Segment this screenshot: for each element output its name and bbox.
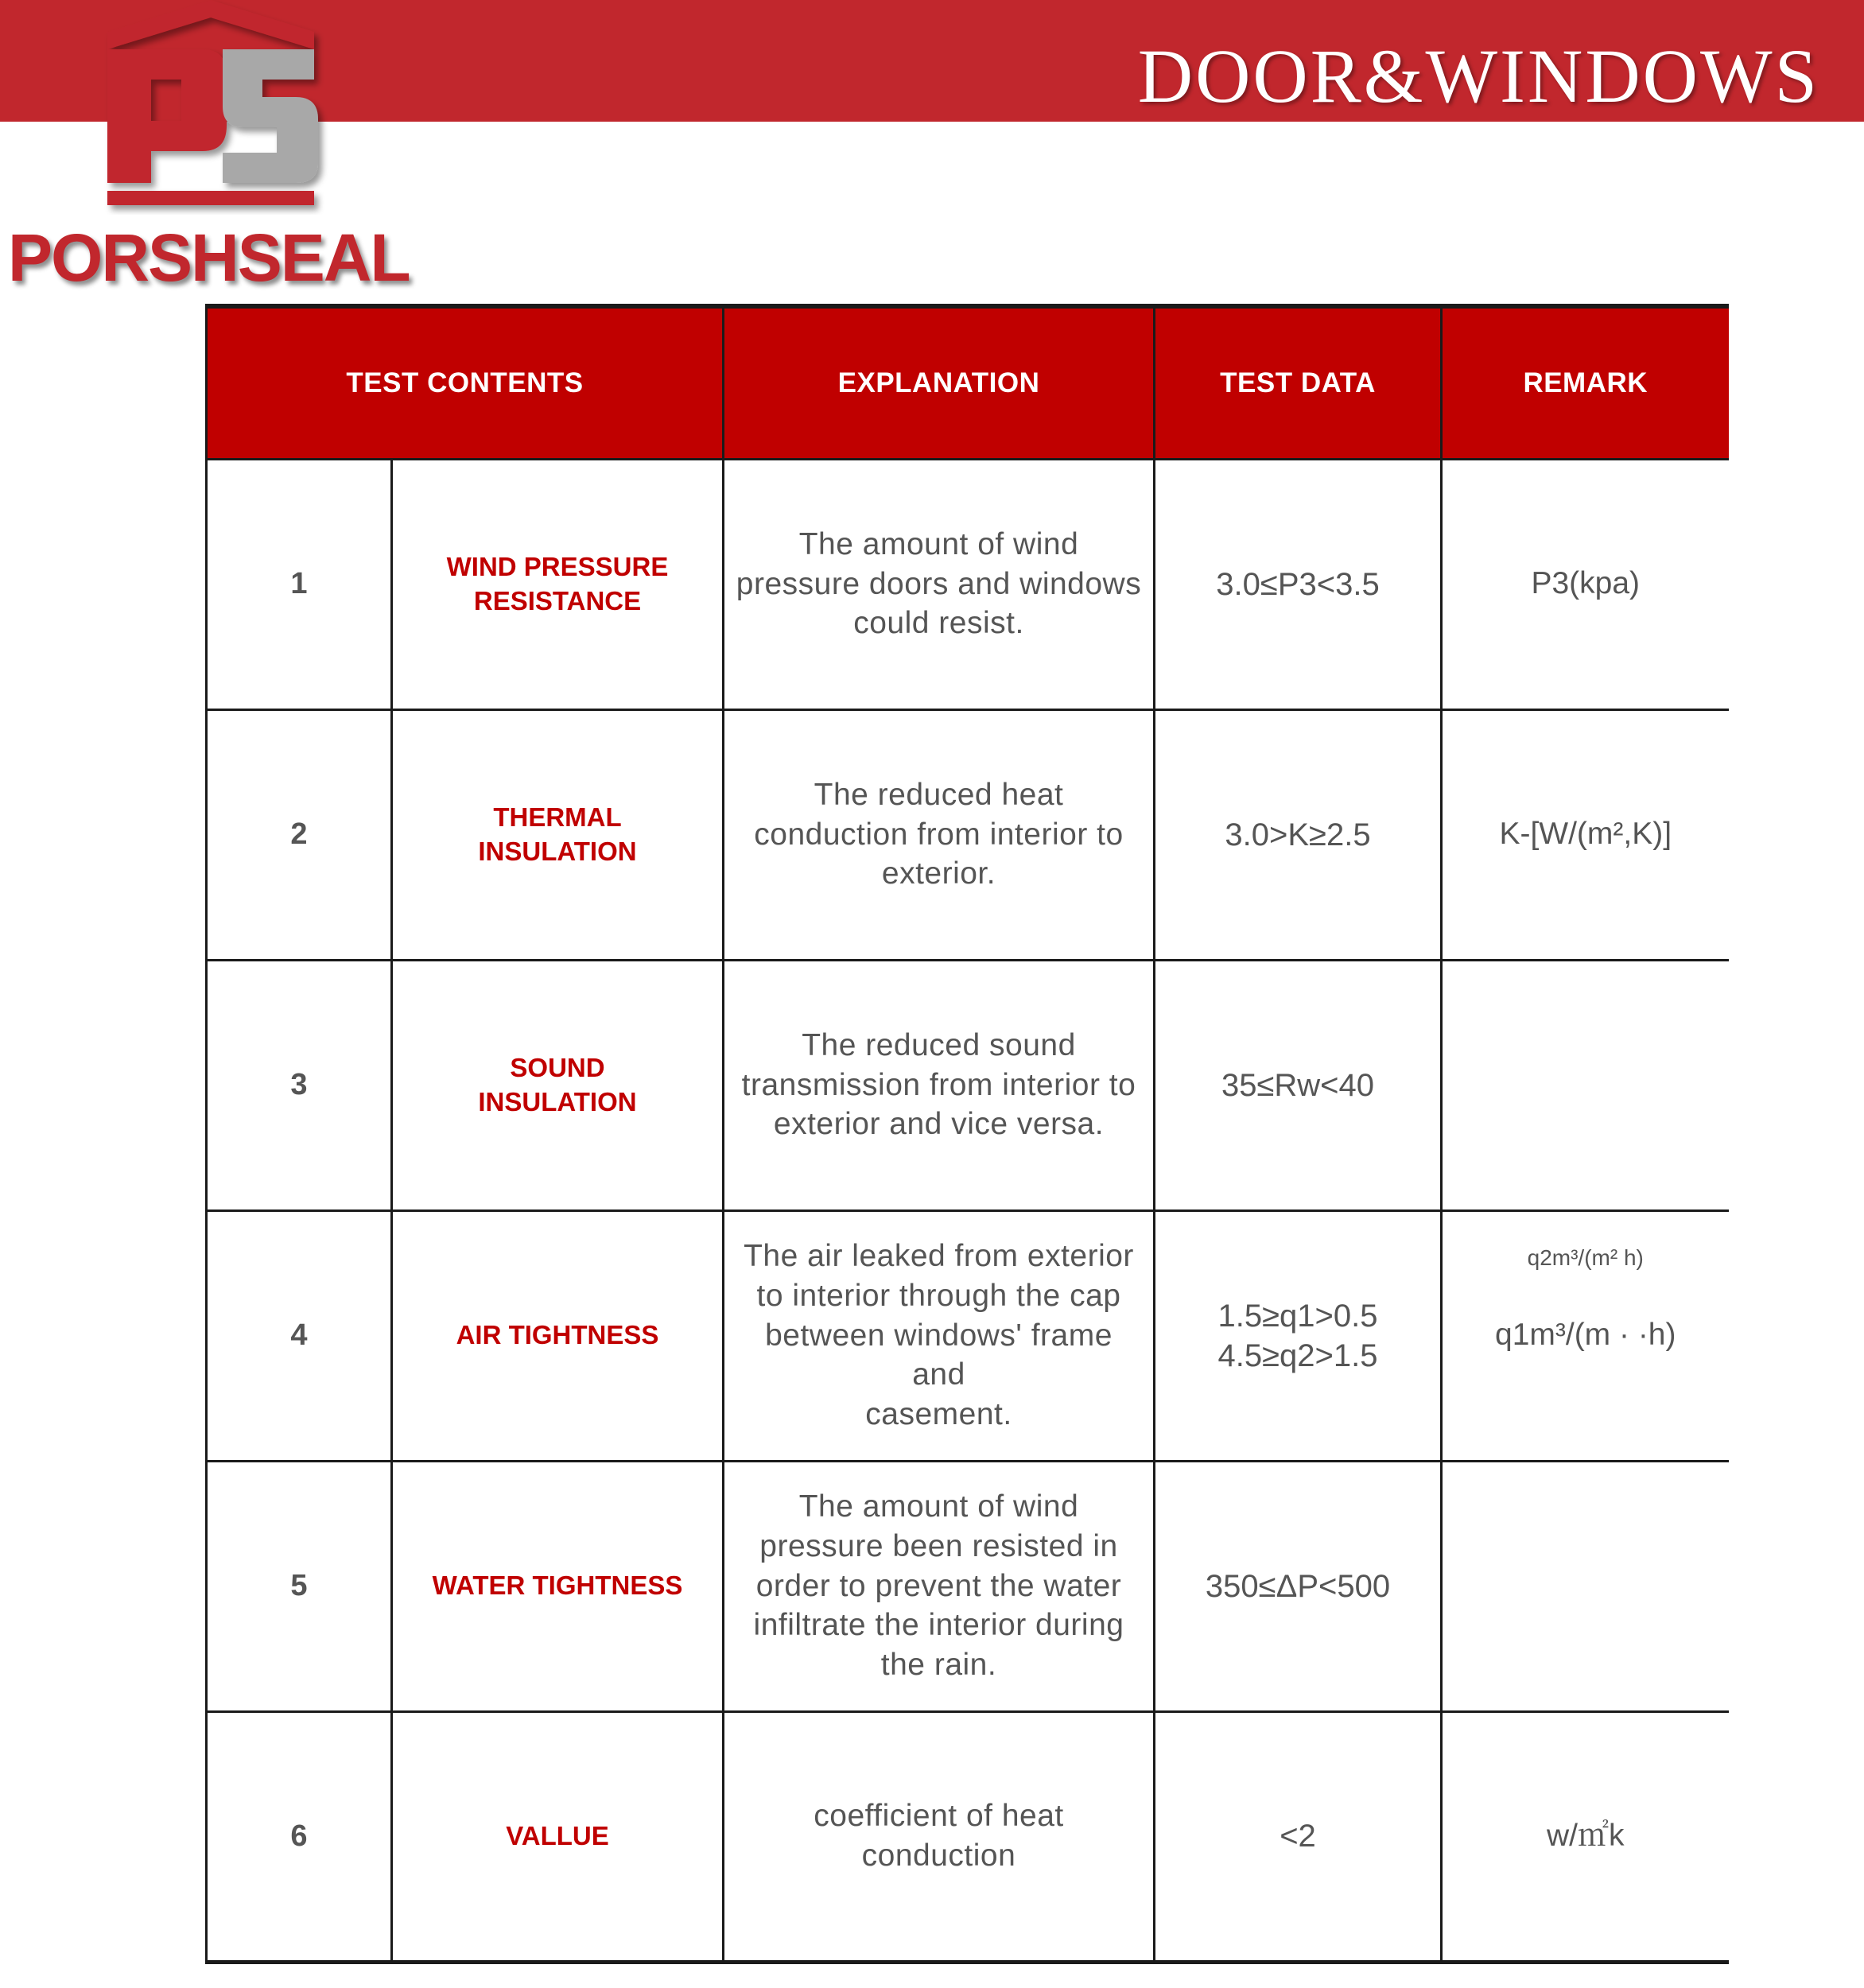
remark-cell: w/㎡k: [1442, 1711, 1729, 1962]
test-name: VALLUE: [392, 1711, 724, 1962]
row-number: 1: [207, 459, 392, 709]
test-data-cell: 3.0≤P3<3.5: [1155, 459, 1442, 709]
explanation-cell: The reduced sound transmission from interior to exterior and vice versa.: [724, 960, 1155, 1210]
row-number: 5: [207, 1461, 392, 1711]
header-remark: REMARK: [1442, 306, 1729, 459]
test-data-cell: <2: [1155, 1711, 1442, 1962]
header-test-contents: TEST CONTENTS: [207, 306, 724, 459]
explanation-cell: The air leaked from exterior to interior through the cap between windows' frame and casement.: [724, 1210, 1155, 1461]
header-explanation: EXPLANATION: [724, 306, 1155, 459]
test-name: SOUND INSULATION: [392, 960, 724, 1210]
remark-q2-unit: q2m³/(m² h): [1527, 1244, 1644, 1270]
table-row: [207, 960, 1729, 1210]
remark-cell: [1442, 960, 1729, 1210]
test-name: WIND PRESSURE RESISTANCE: [392, 459, 724, 709]
explanation-cell: The amount of wind pressure doors and windows could resist.: [724, 459, 1155, 709]
test-name: WATER TIGHTNESS: [392, 1461, 724, 1711]
header-test-data: TEST DATA: [1155, 306, 1442, 459]
brand-name: PORSHSEAL: [8, 220, 410, 295]
table-row: [207, 1461, 1729, 1711]
explanation-cell: coefficient of heat conduction: [724, 1711, 1155, 1962]
row-number: 2: [207, 709, 392, 960]
test-name: AIR TIGHTNESS: [392, 1210, 724, 1461]
remark-cell: [1442, 1210, 1729, 1461]
ps-logo-mark-icon: [0, 0, 334, 215]
row-number: 6: [207, 1711, 392, 1962]
test-data-cell: 1.5≥q1>0.5 4.5≥q2>1.5: [1155, 1210, 1442, 1461]
remark-cell: P3(kpa): [1442, 459, 1729, 709]
remark-cell: K-[W/(m²,K)]: [1442, 709, 1729, 960]
remark-q1-unit: q1m³/(m · ·h): [1495, 1318, 1676, 1353]
table-row: [207, 1210, 1729, 1461]
table-row: [207, 459, 1729, 709]
page-title: DOOR&WINDOWS: [1137, 33, 1819, 118]
explanation-cell: The reduced heat conduction from interior to exterior.: [724, 709, 1155, 960]
table-row: [207, 709, 1729, 960]
porshseal-logo: [0, 0, 445, 302]
remark-cell: [1442, 1461, 1729, 1711]
table-row: [207, 1711, 1729, 1962]
test-data-cell: 35≤Rw<40: [1155, 960, 1442, 1210]
row-number: 4: [207, 1210, 392, 1461]
test-data-cell: 3.0>K≥2.5: [1155, 709, 1442, 960]
test-name: THERMAL INSULATION: [392, 709, 724, 960]
table-header-row: [207, 306, 1729, 459]
row-number: 3: [207, 960, 392, 1210]
test-data-cell: 350≤ΔP<500: [1155, 1461, 1442, 1711]
specification-table: [205, 304, 1729, 1964]
explanation-cell: The amount of wind pressure been resisted in order to prevent the water infiltrate the interior during the rain.: [724, 1461, 1155, 1711]
